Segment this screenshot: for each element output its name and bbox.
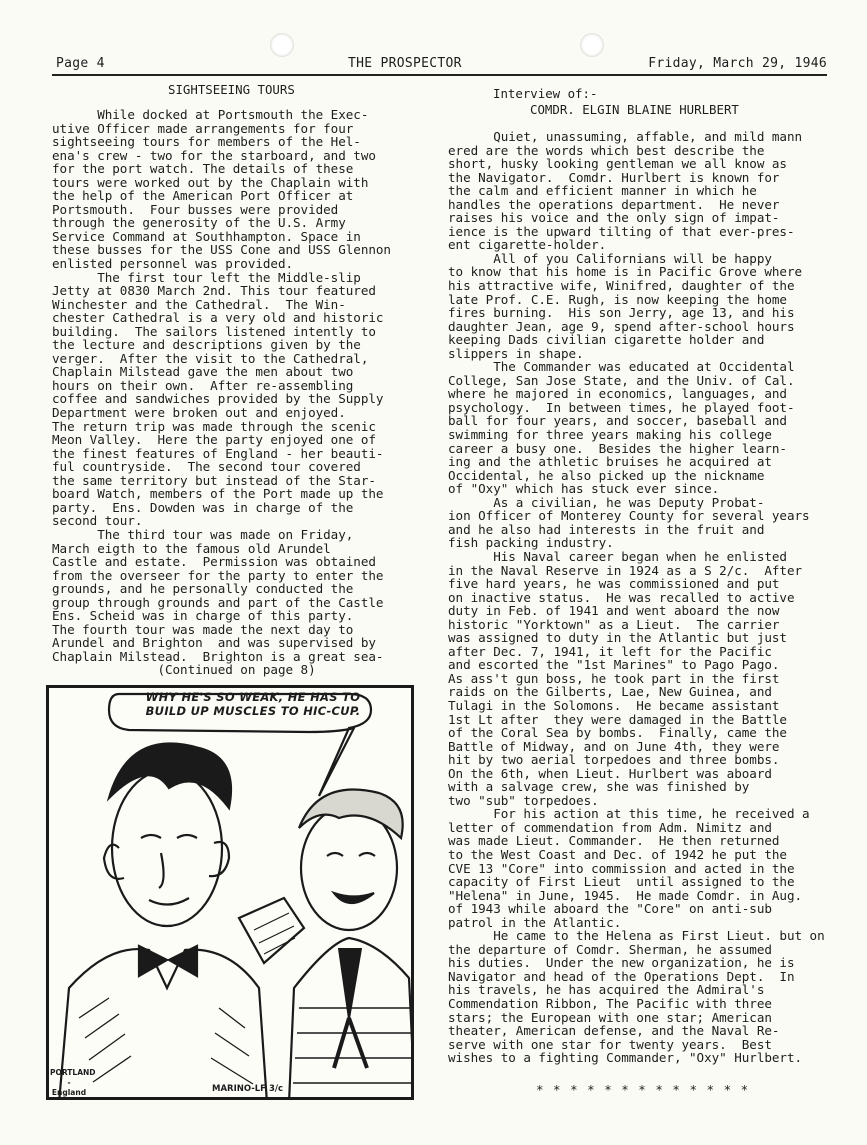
page-header (52, 56, 827, 74)
punch-hole-right (580, 33, 604, 57)
issue-date: Friday, March 29, 1946 (648, 56, 827, 71)
right-article-title: COMDR. ELGIN BLAINE HURLBERT (530, 102, 739, 117)
right-article-kicker: Interview of:- (493, 86, 598, 101)
page-number: Page 4 (56, 56, 105, 71)
cartoon-signature: MARINO-LF 3/c (212, 1084, 284, 1094)
header-rule (52, 74, 827, 76)
right-article-body: Quiet, unassuming, affable, and mild mann ered are the words which best describe the short, husky looking gentleman we all know as the Navigator. Comdr. Hurlbert is known for the calm and efficient manner in which he handles the operations department. He never raises his voice and the only sign of impat- ience is the upward tilting of that ever-pres- ent cigarette-holder. All of you Californians will be happy to know that his home is in Pacific Grove where his attractive wife, Winifred, daughter of the late Prof. C.E. Rugh, is now keeping the home fires burning. His son Jerry, age 13, and his daughter Jean, age 9, spend after-school hours keeping Dads civilian cigarette holder and slippers in shape. The Commander was educated at Occidental College, San Jose State, and the Univ. of Cal. where he majored in economics, languages, and psychology. In between times, he played foot- ball for four years, and soccer, baseball and swimming for three years making his college career a busy one. Besides the higher learn- ing and the athletic bruises he acquired at Occidental, he also picked up the nickname of "Oxy" which has stuck ever since. As a civilian, he was Deputy Probat- ion Officer of Monterey County for several years and he also had interests in the fruit and fish packing industry. His Naval career began when he enlisted in the Naval Reserve in 1924 as a S 2/c. After five hard years, he was commissioned and put on inactive status. He was recalled to active duty in Feb. of 1941 and went aboard the now historic "Yorktown" as a Lieut. The carrier was assigned to duty in the Atlantic but just after Dec. 7, 1941, it left for the Pacific and escorted the "1st Marines" to Pago Pago. As ass't gun boss, he took part in the first raids on the Gilberts, Lae, New Guinea, and Tulagi in the Solomons. He became assistant 1st Lt after they were damaged in the Battle of the Coral Sea by bombs. Finally, came the Battle of Midway, and on June 4th, they were hit by two aerial torpedoes and three bombs. On the 6th, when Lieut. Hurlbert was aboard with a salvage crew, she was finished by two "sub" torpedoes. For his action at this time, he received a letter of commendation from Adm. Nimitz and was made Lieut. Commander. He then returned to the West Coast and Dec. of 1942 he put the CVE 13 "Core" into commission and acted in the capacity of First Lieut until assigned to the "Helena" in June, 1945. He made Comdr. in Aug. of 1943 while aboard the "Core" on anti-sub patrol in the Atlantic. He came to the Helena as First Lieut. but on the departure of Comdr. Sherman, he assumed his duties. Under the new organization, he is Navigator and head of the Operations Dept. In his travels, he has acquired the Admiral's Commendation Ribbon, The Pacific with three stars; the European with one star; American theater, American defense, and the Naval Re- serve with one star for twenty years. Best wishes to a fighting Commander, "Oxy" Hurlbert. (448, 129, 825, 1066)
cartoon-location: PORTLAND - England (50, 1068, 96, 1097)
masthead-title: THE PROSPECTOR (348, 56, 462, 71)
cartoon-illustration (46, 685, 414, 1100)
closing-stars: * * * * * * * * * * * * * (536, 1082, 750, 1097)
cartoon-drawing (49, 688, 414, 1100)
cartoon-caption: WHY HE'S SO WEAK, HE HAS TO BUILD UP MUSCLES TO HIC-CUP. (145, 690, 361, 718)
left-article-body: While docked at Portsmouth the Exec- utive Officer made arrangements for four sightseeing tours for members of the Hel- ena's crew - two for the starboard, and two for the port watch. The details of these tours were worked out by the Chaplain with the help of the American Port Officer at Portsmouth. Four busses were provided through the generosity of the U.S. Army Service Command at Southhampton. Space in these busses for the USS Cone and USS Glennon enlisted personnel was provided. The first tour left the Middle-slip Jetty at 0830 March 2nd. This tour featured Winchester and the Cathedral. The Win- chester Cathedral is a very old and historic building. The sailors listened intently to the lecture and descriptions given by the verger. After the visit to the Cathedral, Chaplain Milstead gave the men about two hours on their own. After re-assembling coffee and sandwiches provided by the Supply Department were broken out and enjoyed. The return trip was made through the scenic Meon Valley. Here the party enjoyed one of the finest features of England - her beauti- ful countryside. The second tour covered the same territory but instead of the Star- board Watch, members of the Port made up the party. Ens. Dowden was in charge of the second tour. The third tour was made on Friday, March eigth to the famous old Arundel Castle and estate. Permission was obtained from the overseer for the party to enter the grounds, and he personally conducted the group through grounds and part of the Castle Ens. Scheid was in charge of this party. The fourth tour was made the next day to Arundel and Brighton and was supervised by Chaplain Milstead. Brighton is a great sea- (Continued on page 8) (52, 107, 391, 678)
punch-hole-left (270, 33, 294, 57)
left-article-title: SIGHTSEEING TOURS (168, 82, 295, 97)
